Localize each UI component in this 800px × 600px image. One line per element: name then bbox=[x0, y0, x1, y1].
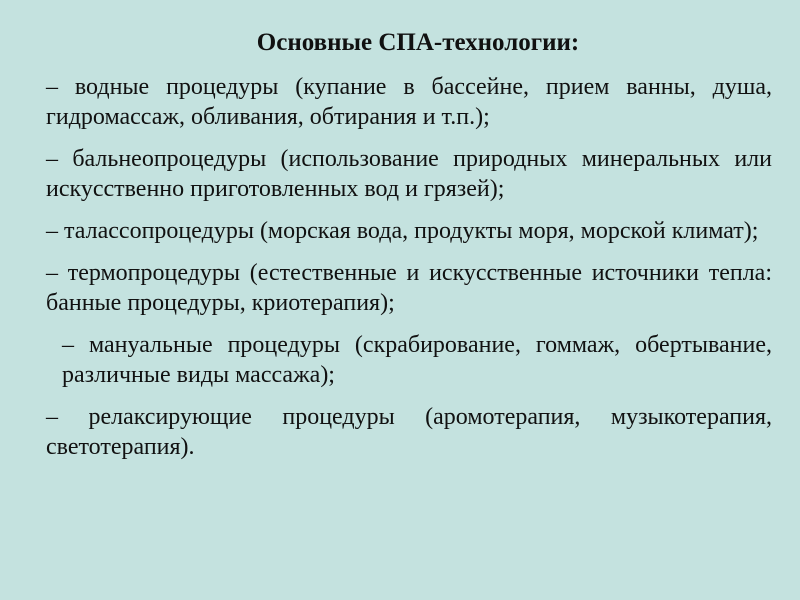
slide-title: Основные СПА-технологии: bbox=[256, 29, 580, 56]
list-item-thermo: – термопроцедуры (естественные и искусственные источники тепла: банные процедуры, криотерапия); bbox=[46, 260, 772, 316]
list-item-water: – водные процедуры (купание в бассейне, прием ванны, душа, гидромассаж, обливания, обтирания и т.п.); bbox=[46, 74, 772, 130]
list-item-balneo: – бальнеопроцедуры (использование природных минеральных или искусственно приготовленных вод и грязей); bbox=[46, 146, 772, 202]
list-item-manual: – мануальные процедуры (скрабирование, гоммаж, обертывание, различные виды массажа); bbox=[62, 332, 772, 388]
list-item-relax: – релаксирующие процедуры (аромотерапия, музыкотерапия, светотерапия). bbox=[46, 404, 772, 460]
list-item-thalasso: – талассопроцедуры (морская вода, продукты моря, морской климат); bbox=[46, 218, 759, 244]
technology-list bbox=[46, 72, 772, 462]
